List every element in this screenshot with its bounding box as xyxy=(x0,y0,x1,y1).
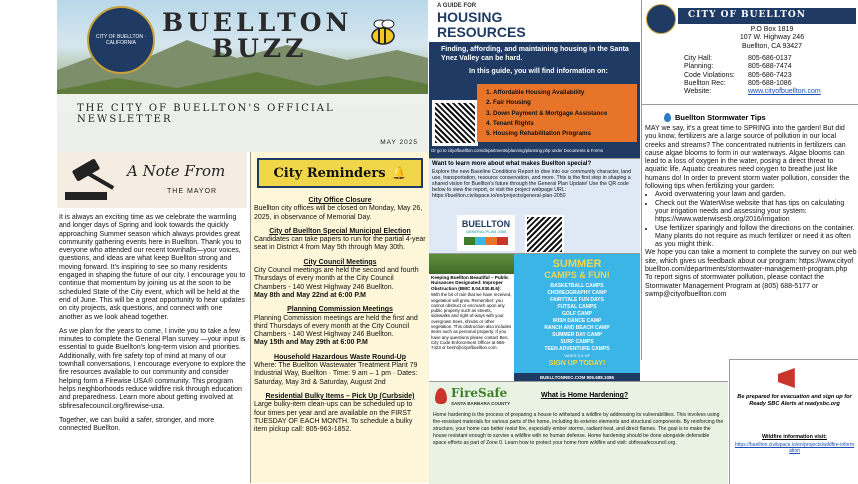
mayor-label: THE MAYOR xyxy=(167,188,218,195)
housing-title-2: RESOURCES xyxy=(437,24,526,40)
stormwater-header xyxy=(664,113,858,122)
camp-item: RANCH AND BEACH CAMP xyxy=(544,325,610,331)
firesafe-logo-text: FireSafe xyxy=(451,386,508,400)
camps-footer: BUELLTONREC.COM 805.688.1086 xyxy=(514,373,640,382)
reminder-item xyxy=(254,393,426,434)
reminder-item xyxy=(254,197,426,222)
housing-title: HOUSING xyxy=(437,9,503,25)
contact-address xyxy=(702,26,842,51)
housing-section xyxy=(429,0,640,158)
reminder-body: Large bulky-item clean-ups can be scheduled up to four times per year and are available on the FIRST TUESDAY OF EACH MONTH. To schedule a bulky item pickup call: 805-963-1852. xyxy=(254,401,413,434)
camps-title: SUMMER xyxy=(552,258,602,270)
housing-list-item: 4. Tenant Rights xyxy=(493,119,633,129)
camps-cta: SIGN UP TODAY! xyxy=(548,360,606,367)
camp-item: CHOREOGRAPHY CAMP xyxy=(547,290,607,296)
contact-row xyxy=(684,72,854,80)
gavel-icon xyxy=(59,154,121,206)
evacuation-section xyxy=(729,359,858,484)
contact-row xyxy=(684,88,854,96)
general-plan-logo-icons xyxy=(464,237,508,245)
reminder-heading: City Council Meetings xyxy=(303,258,377,266)
nuisance-section xyxy=(429,253,514,382)
housing-list-item: 3. Down Payment & Mortgage Assistance xyxy=(493,109,633,119)
masthead-subtitle: THE CITY OF BUELLTON'S OFFICIAL NEWSLETTER xyxy=(77,103,335,125)
firesafe-section xyxy=(429,381,728,484)
stormwater-paragraph: MAY we say, it's a great time to SPRING into the garden! But did you know, fertilizers are a large source of pollution in our local creeks and streams? The concentrated nutrients in fertilizers can cause algae blooms to form in our waterways. Algae blooms can lead to a loss of oxygen in the water, posing a direct threat to aquatic life. Aquatic creatures need oxygen to breathe just like humans do! In order to prevent storm water pollution, consider the following tips when fertilizing your garden: xyxy=(645,125,850,191)
stormwater-tips xyxy=(645,191,857,249)
contact-value: 805-688-1086 xyxy=(748,79,792,87)
alert-megaphone-icon xyxy=(778,368,806,388)
reminder-date: May 8th and May 22nd at 6:00 P.M xyxy=(254,291,366,299)
stormwater-tip: • Check out the WaterWise website that has tips on calculating your irrigation needs and assessing your system: https://www.waterwisesb.org/2016/irrigation xyxy=(655,200,857,225)
camps-title-2: CAMPS & FUN! xyxy=(544,270,610,280)
camp-item: FUTSAL CAMPS xyxy=(557,304,597,310)
camp-item: TEEN ADVENTURE CAMPS xyxy=(544,346,610,352)
stormwater-title: Buellton Stormwater Tips xyxy=(675,113,766,122)
reminder-heading: Household Hazardous Waste Round-Up xyxy=(274,353,406,361)
wildfire-info-link[interactable]: https://buellton.civilspace.io/en/projects/wildfire-information xyxy=(734,442,855,455)
mayor-header xyxy=(57,152,247,208)
address-line: 107 W. Highway 246 xyxy=(739,34,805,42)
contact-section xyxy=(641,0,858,104)
reminder-heading: Residential Bulky Items – Pick Up (Curbside) xyxy=(265,392,415,400)
overgrown-tree-image xyxy=(429,254,514,274)
address-line: Buellton, CA 93427 xyxy=(742,42,802,50)
masthead-date: MAY 2025 xyxy=(380,139,418,146)
reminder-item xyxy=(254,228,426,253)
housing-guide-label: A GUIDE FOR xyxy=(437,3,477,9)
housing-list-item: 5. Housing Rehabilitation Programs xyxy=(493,129,633,139)
nuisance-title: Keeping Buellton Beautiful – Public Nuisances Designated: Improper Obstruction (BMC 8.04.030.B.6): xyxy=(431,275,509,291)
reminder-heading: Planning Commission Meetings xyxy=(287,306,393,314)
general-plan-logo-title: BUELLTON xyxy=(461,219,511,229)
address-line: P.O Box 1819 xyxy=(750,26,794,33)
stormwater-paragraph: To report signs of stormwater pollution, please contact the Stormwater Management Program at (805) 688-5177 or swmp@cityofbuellton.com xyxy=(645,274,824,298)
bell-icon: 🔔 xyxy=(391,166,407,180)
reminder-heading: City of Buellton Special Municipal Election xyxy=(269,227,411,235)
masthead-title-buzz: BUZZ xyxy=(212,34,308,63)
masthead-title: BUELLTON xyxy=(162,8,353,37)
contact-value: 805-688-7474 xyxy=(748,63,792,71)
contact-row xyxy=(684,80,854,88)
housing-qr xyxy=(432,100,478,146)
mayor-paragraph: Together, we can build a safer, stronger, and more connected Buellton. xyxy=(59,416,215,433)
seal-text: CITY OF BUELLTON · CALIFORNIA xyxy=(95,34,146,46)
housing-intro: Finding, affording, and maintaining housing in the Santa Ynez Valley can be hard. xyxy=(441,46,629,62)
camp-item: SURF CAMPS xyxy=(560,339,594,345)
stormwater-paragraph: We hope you can take a moment to complete the survey on our website, which gives us feedback about our program: https://www.cityofbuellton.com/departments/stormwater-management-program.php xyxy=(645,249,857,274)
mayor-paragraph: As we plan for the years to come, I invite you to take a few minutes to complete the General Plan survey —your input is essential to guide Buellton's long-term vision and priorities. Additionally, with fire safety top of mind at many of our townhall conversations, I encourage everyone to explore the fire resources available to our community and consider helping form a Firewise USA® community. This program helps neighborhoods reduce wildfire risk through education and preparedness. Learn more about getting involved at sbfiresafecouncil.org/firewise-usa. xyxy=(59,327,246,410)
mayor-paragraph: It is always an exciting time as we celebrate the warmling and longer days of Spring and look towards the quickly approaching Summer season which always provides great community gathering events here in Buellton. Thank you to everyone who attended our recent townhalls—your voices, questions, and ideas are what keep Buellton strong and moving forward. It's inspiring to see so many residents engaged in shaping the future of our city. I encourage you to continue that momentum by joining us at the soon to be scheduled State of the City event, which will be held at the end of June. This will be a great opportunity to hear updates on city projects, ask questions, and connect with one another as we look ahead together. xyxy=(59,214,246,321)
mayor-letter xyxy=(59,214,246,433)
housing-list-item: 1. Affordable Housing Availability xyxy=(493,88,633,98)
reminder-body: Planning Commission meetings are held the first and third Thursdays of every month at the City Council Chambers - 140 West Highway 246 Buellton. xyxy=(254,314,418,339)
reminder-body: City Council meetings are held the second and fourth Thursdays of every month at the City Council Chambers - 140 West Highway 246 Buellton. xyxy=(254,267,419,291)
reminder-date: May 15th and May 29th at 6:00 P.M xyxy=(254,339,368,347)
contact-label: Website: xyxy=(684,88,712,96)
camp-item: GOLF CAMP xyxy=(562,311,592,317)
special-heading: Want to learn more about what makes Buellton special? xyxy=(432,161,592,167)
reminder-body: Where: The Buellton Wastewater Treatment Plant 79 Industrial Way, Buellton · Time: 9 am – 1 pm · Dates: Saturday, May 3rd & Saturday, August 2nd xyxy=(254,362,418,386)
camp-item: IRISH DANCE CAMP xyxy=(552,318,602,324)
water-drop-icon xyxy=(664,113,671,122)
flame-icon xyxy=(435,388,447,404)
stormwater-body xyxy=(642,122,858,299)
camps-note: *AGES 3 & UP xyxy=(563,353,591,358)
stormwater-section xyxy=(641,104,858,360)
housing-sub: In this guide, you will find information on: xyxy=(469,68,608,75)
summer-camps-section xyxy=(514,253,640,382)
contact-label: Planning: xyxy=(684,63,714,71)
camp-item: FAIRYTALE FUN DAYS xyxy=(550,297,604,303)
general-plan-section xyxy=(429,158,640,254)
nuisance-body: With the bit of rain that we have received, vegetation will grow. Remember: you cannot obstruct or encroach upon any public property such as streets, sidewalks and right-of-ways with your overgrown trees, shrubs or other vegetation. This obstruction also includes items such as personal property. If you have any questions please contact Ben, City Code Enforcement Officer at 686-7423 or benh@cityofbuellton.com. xyxy=(431,292,512,351)
reminder-heading: City Office Closure xyxy=(308,197,372,204)
firesafe-logo-sub: SANTA BARBARA COUNTY xyxy=(451,401,511,406)
mayor-script: A Note From xyxy=(127,162,226,180)
contact-table xyxy=(684,55,854,96)
general-plan-logo-sub: GENERAL PLAN 2050 xyxy=(465,229,507,234)
reminder-item xyxy=(254,259,426,300)
wildfire-info-label: Wildfire information visit: xyxy=(762,434,827,440)
reminders-title-box xyxy=(257,158,423,188)
contact-row xyxy=(684,63,854,71)
general-plan-logo xyxy=(457,215,515,251)
general-plan-qr xyxy=(525,215,564,254)
reminders-title: City Reminders xyxy=(273,165,386,181)
housing-footer: Or go to cityofbuellton.com/departments/planning/planning.php under Documents & Forms xyxy=(431,148,603,153)
stormwater-tip: • Use fertilizer sparingly and follow the directions on the container. Many plants do not require as much fertilizer or need it as often as you might think. xyxy=(655,225,857,250)
contact-row xyxy=(684,55,854,63)
bee-icon xyxy=(363,16,403,50)
housing-list-box xyxy=(477,84,637,142)
contact-value: 805-686-0137 xyxy=(748,55,792,62)
firesafe-heading: What is Home Hardening? xyxy=(541,392,629,399)
reminder-item xyxy=(254,354,426,387)
camps-list xyxy=(514,283,640,353)
special-body: Explore the new Baseline Conditions Report to dive into our community character, land use, transportation, resource conservation, and more. This is the first step in shaping a shared vision for Buellton's future through the General Plan Update! Use the QR code below to view the report, or visit the project webpage URL: https://buellton.civilspace.io/en/projects/general-plan-2050 xyxy=(432,169,631,199)
masthead xyxy=(57,0,428,152)
camp-item: BASKETBALL CAMPS xyxy=(550,283,604,289)
contact-org: CITY OF BUELLTON xyxy=(688,10,806,20)
reminder-item xyxy=(254,306,426,347)
camp-item: SUMMER DAY CAMP xyxy=(552,332,602,338)
website-link[interactable]: www.cityofbuellton.com xyxy=(748,88,821,96)
reminder-body: Candidates can take papers to run for the partial 4-year seat in District 4 from May 5th through May 30th. xyxy=(254,236,426,252)
stormwater-tip: • Avoid overwatering your lawn and garden. xyxy=(655,191,857,199)
contact-value: 805-686-7423 xyxy=(748,71,792,79)
contact-label: Buellton Rec: xyxy=(684,79,726,87)
reminders-section xyxy=(250,152,430,483)
contact-label: Code Violations: xyxy=(684,71,735,79)
alert-text: Be prepared for evacuation and sign up for Ready SBC Alerts at readysbc.org xyxy=(737,394,852,407)
city-seal xyxy=(87,6,155,74)
reminder-body: Buellton city offices will be closed on Monday, May 26, 2025, in observance of Memorial Day. xyxy=(254,205,423,221)
firesafe-logo xyxy=(435,386,525,410)
contact-seal xyxy=(646,4,676,34)
housing-list-item: 2. Fair Housing xyxy=(493,98,633,108)
contact-label: City Hall: xyxy=(684,55,713,62)
firesafe-body: Home hardening is the process of preparing a house to withstand a wildfire by addressing its vulnerabilities. This involves using fire-resistant materials for various parts of the home, including its exterior elements and structural components. By reinforcing the structure, your home can better resist fire, especially ember storms, radiant heat, and direct flames. The goal is to make the house resistant enough to survive a wildfire with no human defense. Home hardening should be done alongside defensible space efforts as part of Zone 0. Learn how to protect your home from wildfire and visit: sbfiresafecouncil.org. xyxy=(433,412,724,446)
